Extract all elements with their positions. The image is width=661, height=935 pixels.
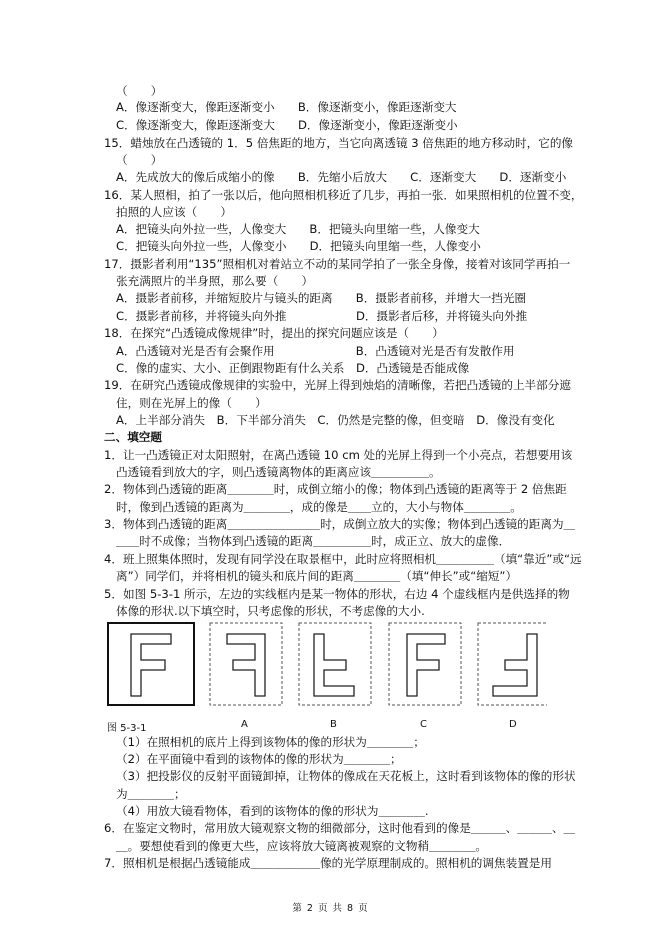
fill5-line2: 体像的形状.以下填空时，只考虑像的形状，不考虑像的大小. bbox=[116, 604, 425, 618]
q15-paren: （ ） bbox=[116, 153, 163, 167]
fill2-line2: 时，像到凸透镜的距离为＿＿＿＿，成的像是＿＿立的，大小与物体＿＿＿＿。 bbox=[116, 500, 522, 514]
fill5-sub2: （2）在平面镜中看到的该物体的像的形状为＿＿＿＿； bbox=[116, 752, 402, 766]
q16-options-cd: C．把镜头向外拉一些，人像变小 D．把镜头向里缩一些，人像变小 bbox=[116, 239, 481, 253]
fill6-line2: ＿。要想使看到的像更大些，应该将放大镜离被观察的文物稍＿＿＿＿。 bbox=[116, 839, 488, 853]
option-d-label: D bbox=[509, 719, 517, 730]
q18-stem: 18．在探究“凸透镜成像规律”时，提出的探究问题应该是（ ） bbox=[104, 326, 444, 340]
q17-stem: 17．摄影者利用“135”照相机对着站立不动的某同学拍了一张全身像，接着对该同学再拍一 bbox=[104, 257, 571, 271]
fill5-sub3: （3）把投影仪的反射平面镜卸掉，让物体的像成在天花板上，这时看到该物体的像的形状 bbox=[116, 769, 576, 783]
q16-options-ab: A．把镜头向外拉一些，人像变大 B．把镜头向里缩一些，人像变大 bbox=[116, 222, 480, 236]
q17-options-ab: A．摄影者前移，并缩短胶片与镜头的距离 B．摄影者前移，并增大一挡光圈 bbox=[116, 291, 527, 305]
fill5-sub1: （1）在照相机的底片上得到该物体的像的形状为＿＿＿＿； bbox=[116, 735, 425, 749]
option-b-shape bbox=[314, 634, 354, 696]
option-a-shape bbox=[227, 634, 265, 696]
fill4-line1: 4．班上照集体照时，发现有同学没在取景框中，此时应将照相机＿＿＿＿＿（填“靠近”或“远 bbox=[104, 552, 582, 566]
figure-shapes bbox=[107, 622, 547, 717]
fill7-line1: 7．照相机是根据凸透镜能成＿＿＿＿＿＿像的光学原理制成的。照相机的调焦装置是用 bbox=[104, 856, 552, 870]
fill5-sub4: （4）用放大镜看物体，看到的该物体的像的形状为＿＿＿＿. bbox=[116, 804, 429, 818]
option-c-label: C bbox=[420, 719, 427, 730]
option-b-label: B bbox=[330, 719, 337, 730]
q17-options-cd: C．摄影者前移，并将镜头向外推 D．摄影者后移，并将镜头向外推 bbox=[116, 309, 528, 323]
fill3-line2: ＿＿时不成像；当物体到凸透镜的距离＿＿＿＿＿时，成正立、放大的虚像． bbox=[116, 534, 511, 548]
option-b-frame bbox=[299, 623, 371, 705]
fill5-line1: 5．如图 5-3-1 所示，左边的实线框内是某一物体的形状，右边 4 个虚线框内是供选择的物 bbox=[104, 587, 570, 601]
fill1-line1: 1．让一凸透镜正对太阳照射，在离凸透镜 10 cm 处的光屏上得到一个小亮点，若想要用该 bbox=[104, 448, 573, 462]
q14-options-ab: A．像逐渐变大，像距逐渐变小 B．像逐渐变小，像距逐渐变大 bbox=[116, 100, 457, 114]
fill3-line1: 3．物体到凸透镜的距离＿＿＿＿＿＿＿＿时，成倒立放大的实像；物体到凸透镜的距离为＿ bbox=[104, 517, 576, 531]
q15-options: A．先成放大的像后成缩小的像 B．先缩小后放大 C．逐渐变大 D．逐渐变小 bbox=[116, 170, 567, 184]
figure-5-3-1 bbox=[107, 622, 547, 734]
option-c-frame bbox=[389, 623, 461, 705]
option-c-shape bbox=[407, 634, 445, 696]
fill4-line2: 离”）同学们，并将相机的镜头和底片间的距离＿＿＿＿（填“伸长”或“缩短”） bbox=[116, 569, 518, 583]
object-shape bbox=[131, 634, 171, 696]
option-a-frame bbox=[210, 623, 282, 705]
option-a-label: A bbox=[241, 719, 248, 730]
q18-options-cd: C．像的虚实、大小、正倒跟物距有什么关系 D．凸透镜是否能成像 bbox=[116, 361, 470, 375]
figure-caption: 图 5-3-1 bbox=[107, 723, 147, 734]
q14-paren: （ ） bbox=[116, 84, 163, 98]
section-heading: 二、填空题 bbox=[104, 430, 162, 444]
q16-stem-2: 拍照的人应该（ ） bbox=[116, 205, 232, 219]
object-frame bbox=[108, 623, 194, 705]
q19-stem: 19．在研究凸透镜成像规律的实验中，光屏上得到烛焰的清晰像，若把凸透镜的上半部分遮 bbox=[104, 378, 571, 392]
page-footer: 第 2 页 共 8 页 bbox=[292, 903, 369, 914]
q19-stem-2: 住，则在光屏上的像（ ） bbox=[116, 396, 267, 410]
fill5-sub3b: 为＿＿＿＿； bbox=[116, 787, 186, 801]
fill1-line2: 凸透镜看到放大的字，则凸透镜离物体的距离应该＿＿＿＿＿。 bbox=[116, 465, 441, 479]
q14-options-cd: C．像逐渐变大，像距逐渐变大 D．像逐渐变小，像距逐渐变小 bbox=[116, 118, 458, 132]
fill2-line1: 2．物体到凸透镜的距离＿＿＿＿时，成倒立缩小的像；物体到凸透镜的距离等于 2 倍焦距 bbox=[104, 482, 567, 496]
q15-stem: 15．蜡烛放在凸透镜的 1．5 倍焦距的地方，当它向离透镜 3 倍焦距的地方移动时，它的像 bbox=[104, 136, 574, 150]
option-d-shape bbox=[493, 634, 537, 696]
fill6-line1: 6．在鉴定文物时，常用放大镜观察文物的细微部分，这时他看到的像是＿＿＿、＿＿＿、＿ bbox=[104, 821, 576, 835]
q19-options: A．上半部分消失 B．下半部分消失 C．仍然是完整的像，但变暗 D．像没有变化 bbox=[116, 413, 555, 427]
q17-stem-2: 张充满照片的半身照，那么要（ ） bbox=[116, 274, 314, 288]
q18-options-ab: A．凸透镜对光是否有会聚作用 B．凸透镜对光是否有发散作用 bbox=[116, 344, 515, 358]
q16-stem: 16．某人照相，拍了一张以后，他向照相机移近了几步，再拍一张．如果照相机的位置不变， bbox=[104, 188, 583, 202]
